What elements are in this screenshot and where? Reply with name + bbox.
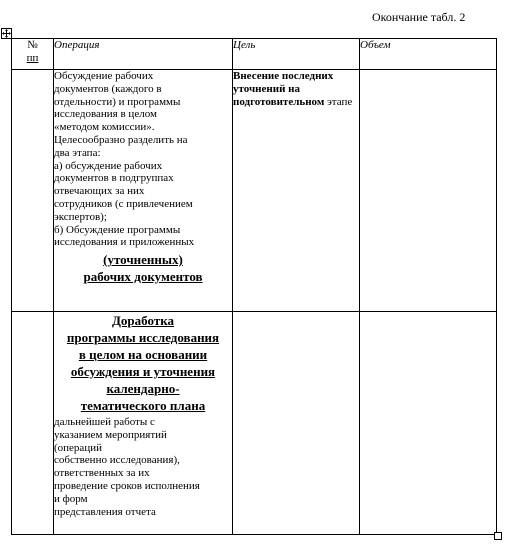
cell-number[interactable] (12, 70, 54, 312)
operations-table (11, 38, 497, 535)
text-line: б) Обсуждение программы (54, 223, 181, 236)
operation-text (54, 416, 232, 518)
cell-volume[interactable] (360, 70, 497, 312)
text-line: сотрудников (с привлечением (54, 197, 193, 210)
text-line: а) обсуждение рабочих (54, 159, 163, 172)
text-line: экспертов); (54, 210, 107, 223)
text-line: Обсуждение рабочих (54, 70, 154, 82)
operation-bold-line: рабочих документов (83, 269, 203, 285)
header-operation: Операция (54, 39, 233, 70)
cell-goal[interactable] (233, 70, 360, 312)
text-line: два этапа: (54, 146, 101, 159)
header-number (12, 39, 54, 70)
table-resize-handle[interactable] (494, 532, 502, 540)
table-caption: Окончание табл. 2 (372, 10, 466, 24)
cell-operation[interactable] (54, 312, 233, 535)
header-number-abbr: пп (26, 52, 39, 64)
text-line: документов в подгруппах (54, 172, 174, 185)
table-row (12, 70, 497, 312)
operation-bold-text (54, 312, 232, 414)
text-line: ответственных за их (54, 467, 150, 480)
text-line: исследования и приложенных (54, 236, 195, 249)
header-number-sign: № (27, 39, 38, 51)
text-line: собственно исследования), (54, 454, 180, 467)
text-line: календарно- (106, 381, 180, 396)
cell-number[interactable] (12, 312, 54, 535)
cell-volume[interactable] (360, 312, 497, 535)
text-line: проведение сроков исполнения (54, 479, 200, 492)
table-row (12, 312, 497, 535)
operation-text (54, 70, 232, 249)
text-line: и форм (54, 492, 88, 505)
cell-operation[interactable] (54, 70, 233, 312)
text-line: исследования в целом (54, 108, 157, 121)
text-line: представления отчета (54, 505, 156, 518)
text-line: в целом на основании (78, 347, 208, 362)
goal-text: этапе (327, 95, 353, 108)
text-line: документов (каждого в (54, 82, 162, 95)
text-line: Целесообразно разделить на (54, 133, 188, 146)
operation-bold-text (54, 251, 232, 285)
table-header-row (12, 39, 497, 70)
text-line: Доработка (111, 313, 174, 328)
text-line: программы исследования (66, 330, 220, 345)
text-line: (операций (54, 441, 102, 454)
operation-bold-line: (уточненных) (103, 252, 183, 268)
header-volume: Объем (360, 39, 497, 70)
header-goal: Цель (233, 39, 360, 70)
text-line: отвечающих за них (54, 185, 145, 198)
text-line: отдельности) и программы (54, 95, 181, 108)
text-line: обсуждения и уточнения (70, 364, 216, 379)
text-line: «методом комиссии». (54, 121, 155, 134)
goal-bold-text: Внесение последних уточнений на подготовительном (233, 70, 334, 108)
text-line: указанием мероприятий (54, 428, 167, 441)
text-line: дальнейшей работы с (54, 416, 155, 428)
cell-goal[interactable] (233, 312, 360, 535)
text-line: тематического плана (80, 398, 206, 413)
